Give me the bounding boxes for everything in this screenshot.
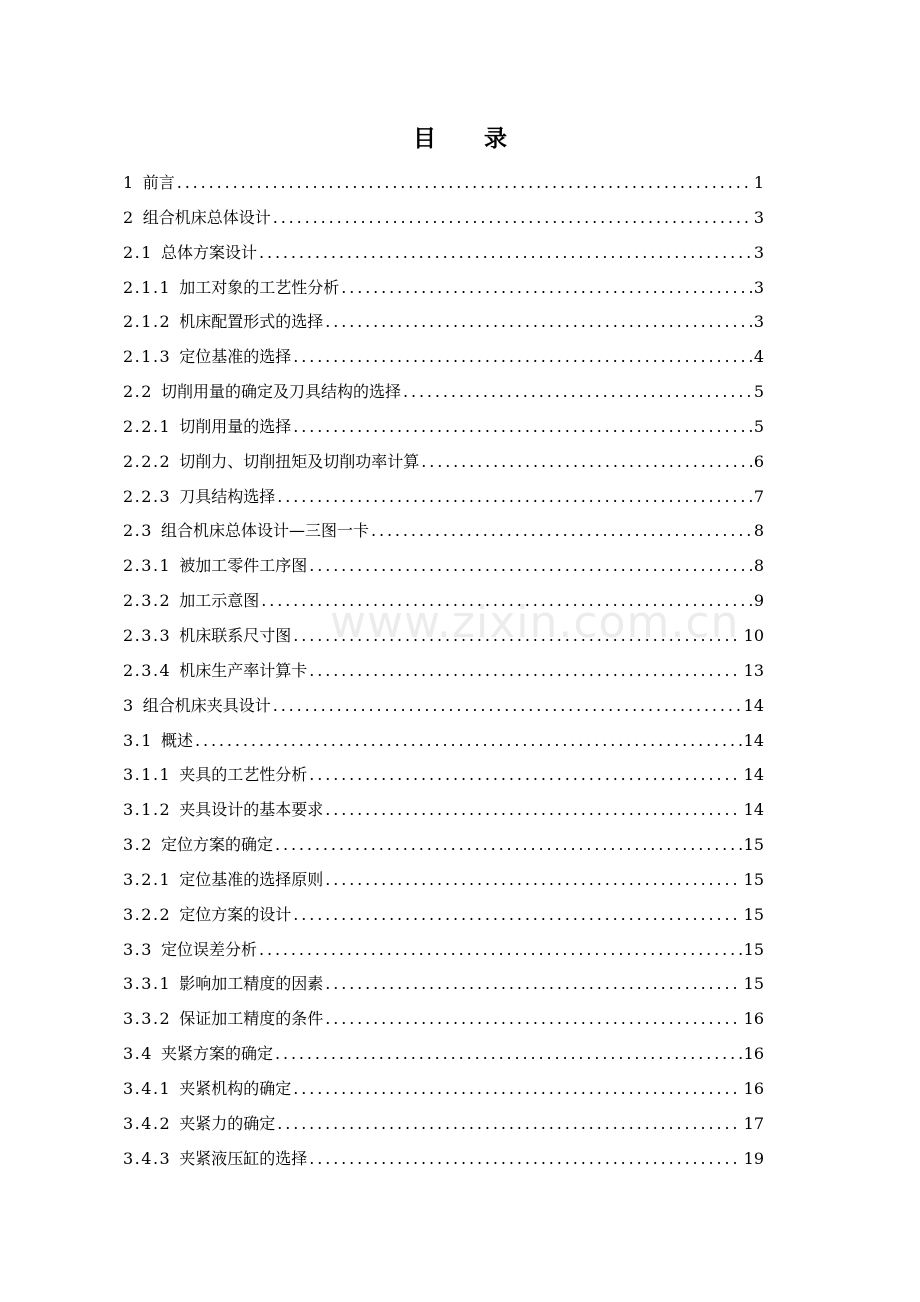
toc-entry-number: 2.3.1 xyxy=(123,556,172,576)
toc-entry-title: 定位基准的选择原则 xyxy=(179,869,324,889)
toc-entry-page: 16 xyxy=(743,1009,764,1029)
toc-entry-page: 17 xyxy=(743,1113,764,1133)
toc-title-char-2: 录 xyxy=(484,126,507,152)
toc-entry-page: 5 xyxy=(753,416,764,436)
toc-entry[interactable] xyxy=(123,166,764,201)
toc-dot-leader xyxy=(403,375,752,410)
toc-entry[interactable] xyxy=(123,1142,764,1177)
toc-entry[interactable] xyxy=(123,758,764,793)
toc-entry-page: 3 xyxy=(753,277,764,297)
toc-entry-title: 被加工零件工序图 xyxy=(179,556,308,576)
toc-dot-leader xyxy=(259,933,742,968)
toc-entry-page: 7 xyxy=(753,486,764,506)
toc-entry[interactable] xyxy=(123,863,764,898)
toc-entry-number: 2.3.3 xyxy=(123,625,172,645)
toc-entry-page: 14 xyxy=(743,695,764,715)
toc-entry-page: 3 xyxy=(753,242,764,262)
toc-dot-leader xyxy=(421,445,752,480)
toc-entry[interactable] xyxy=(123,271,764,306)
toc-entry-number: 3.2.2 xyxy=(123,904,172,924)
toc-entry-title: 机床联系尺寸图 xyxy=(179,625,292,645)
toc-dot-leader xyxy=(259,236,752,271)
toc-entry-title: 定位方案的确定 xyxy=(160,835,273,855)
toc-dot-leader xyxy=(261,584,752,619)
toc-entry-title: 加工对象的工艺性分析 xyxy=(179,277,340,297)
toc-dot-leader xyxy=(275,828,742,863)
toc-entry-title: 刀具结构选择 xyxy=(179,486,276,506)
toc-entry-page: 19 xyxy=(743,1148,764,1168)
toc-dot-leader xyxy=(309,758,741,793)
toc-entry-number: 3.2 xyxy=(123,835,153,855)
toc-entry-title: 加工示意图 xyxy=(179,591,260,611)
toc-entry[interactable] xyxy=(123,340,764,375)
toc-entry-page: 6 xyxy=(753,451,764,471)
toc-entry-number: 2.2.1 xyxy=(123,416,172,436)
toc-entry-title: 夹紧液压缸的选择 xyxy=(179,1148,308,1168)
toc-entry[interactable] xyxy=(123,1072,764,1107)
toc-entry[interactable] xyxy=(123,584,764,619)
toc-entry[interactable] xyxy=(123,619,764,654)
toc-dot-leader xyxy=(341,271,752,306)
toc-entry[interactable] xyxy=(123,375,764,410)
toc-entry[interactable] xyxy=(123,410,764,445)
toc-entry-page: 14 xyxy=(743,765,764,785)
toc-entry-page: 13 xyxy=(743,660,764,680)
toc-entry-title: 切削用量的确定及刀具结构的选择 xyxy=(160,382,401,402)
toc-entry-title: 机床配置形式的选择 xyxy=(179,312,324,332)
toc-entry-number: 3.1.2 xyxy=(123,800,172,820)
toc-entry[interactable] xyxy=(123,514,764,549)
toc-entry-page: 14 xyxy=(743,800,764,820)
toc-entry-title: 夹具设计的基本要求 xyxy=(179,800,324,820)
toc-entry-number: 2.3 xyxy=(123,521,153,541)
toc-dot-leader xyxy=(277,480,752,515)
toc-entry-number: 2.1 xyxy=(123,242,153,262)
toc-dot-leader xyxy=(325,793,741,828)
toc-entry-page: 8 xyxy=(753,556,764,576)
toc-entry-number: 3.4.3 xyxy=(123,1148,172,1168)
toc-entry[interactable] xyxy=(123,1037,764,1072)
toc-dot-leader xyxy=(195,724,742,759)
toc-entry-title: 定位方案的设计 xyxy=(179,904,292,924)
toc-title-char-1: 目 xyxy=(413,126,436,152)
toc-title xyxy=(0,120,920,153)
toc-entry[interactable] xyxy=(123,480,764,515)
toc-entry-title: 夹具的工艺性分析 xyxy=(179,765,308,785)
toc-entry[interactable] xyxy=(123,1107,764,1142)
toc-dot-leader xyxy=(325,967,741,1002)
toc-dot-leader xyxy=(325,863,741,898)
toc-entry-number: 2.1.3 xyxy=(123,347,172,367)
toc-entry-page: 15 xyxy=(743,869,764,889)
toc-entry-title: 切削用量的选择 xyxy=(179,416,292,436)
toc-entry[interactable] xyxy=(123,828,764,863)
toc-entry-title: 前言 xyxy=(142,173,175,192)
toc-entry-title: 保证加工精度的条件 xyxy=(179,1009,324,1029)
toc-entry-title: 组合机床总体设计—三图一卡 xyxy=(160,521,369,541)
toc-entry-title: 影响加工精度的因素 xyxy=(179,974,324,994)
toc-entry-number: 2.2.3 xyxy=(123,486,172,506)
toc-entry[interactable] xyxy=(123,793,764,828)
toc-dot-leader xyxy=(275,1037,742,1072)
toc-entry-title: 总体方案设计 xyxy=(160,242,257,262)
toc-entry-title: 概述 xyxy=(160,730,193,750)
toc-entry-number: 3.4.2 xyxy=(123,1113,172,1133)
toc-entry-number: 2.1.2 xyxy=(123,312,172,332)
toc-entry-title: 夹紧力的确定 xyxy=(179,1113,276,1133)
toc-entry-page: 3 xyxy=(753,312,764,332)
toc-entry[interactable] xyxy=(123,549,764,584)
toc-entry-number: 3.1.1 xyxy=(123,765,172,785)
toc-entry-page: 14 xyxy=(743,730,764,750)
toc-entry-page: 3 xyxy=(753,207,764,227)
toc-entry-page: 9 xyxy=(753,591,764,611)
toc-entry-number: 1 xyxy=(123,173,135,192)
toc-dot-leader xyxy=(371,514,752,549)
toc-entry[interactable] xyxy=(123,933,764,968)
toc-entry-page: 15 xyxy=(743,904,764,924)
toc-entry-number: 2.2 xyxy=(123,382,153,402)
toc-dot-leader xyxy=(325,1002,741,1037)
toc-entry-number: 2.3.2 xyxy=(123,591,172,611)
toc-entry-title: 夹紧方案的确定 xyxy=(160,1044,273,1064)
toc-entry[interactable] xyxy=(123,689,764,724)
toc-entry-title: 定位基准的选择 xyxy=(179,347,292,367)
toc-entry-title: 夹紧机构的确定 xyxy=(179,1078,292,1098)
toc-entry-page: 8 xyxy=(753,521,764,541)
toc-dot-leader xyxy=(177,166,752,201)
toc-dot-leader xyxy=(293,898,741,933)
toc-entry-title: 组合机床总体设计 xyxy=(142,207,271,227)
toc-dot-leader xyxy=(273,201,752,236)
toc-entry-page: 15 xyxy=(743,974,764,994)
toc-list xyxy=(123,166,764,1176)
toc-entry-title: 切削力、切削扭矩及切削功率计算 xyxy=(179,451,420,471)
toc-entry[interactable] xyxy=(123,654,764,689)
toc-entry-number: 3.2.1 xyxy=(123,869,172,889)
toc-entry-number: 2 xyxy=(123,207,135,227)
toc-entry-number: 2.3.4 xyxy=(123,660,172,680)
toc-entry-number: 3 xyxy=(123,695,135,715)
toc-entry-page: 15 xyxy=(743,939,764,959)
toc-entry-number: 3.4 xyxy=(123,1044,153,1064)
toc-entry[interactable] xyxy=(123,305,764,340)
toc-entry[interactable] xyxy=(123,445,764,480)
toc-entry-number: 3.1 xyxy=(123,730,153,750)
toc-entry[interactable] xyxy=(123,236,764,271)
toc-entry[interactable] xyxy=(123,724,764,759)
toc-entry-number: 3.3.2 xyxy=(123,1009,172,1029)
toc-entry-number: 2.2.2 xyxy=(123,451,172,471)
toc-entry[interactable] xyxy=(123,201,764,236)
toc-entry-page: 10 xyxy=(743,625,764,645)
toc-entry-page: 16 xyxy=(743,1044,764,1064)
toc-entry-page: 4 xyxy=(753,347,764,367)
toc-entry[interactable] xyxy=(123,898,764,933)
toc-dot-leader xyxy=(293,1072,741,1107)
toc-dot-leader xyxy=(293,340,752,375)
toc-entry-page: 1 xyxy=(753,173,764,192)
toc-entry[interactable] xyxy=(123,1002,764,1037)
toc-dot-leader xyxy=(309,549,752,584)
toc-dot-leader xyxy=(293,619,741,654)
toc-entry-title: 机床生产率计算卡 xyxy=(179,660,308,680)
toc-dot-leader xyxy=(273,689,742,724)
toc-entry-page: 16 xyxy=(743,1078,764,1098)
toc-entry-number: 3.3 xyxy=(123,939,153,959)
toc-entry-title: 定位误差分析 xyxy=(160,939,257,959)
toc-dot-leader xyxy=(309,1142,741,1177)
toc-dot-leader xyxy=(325,305,752,340)
toc-entry[interactable] xyxy=(123,967,764,1002)
toc-entry-number: 3.4.1 xyxy=(123,1078,172,1098)
toc-entry-page: 5 xyxy=(753,382,764,402)
toc-dot-leader xyxy=(277,1107,741,1142)
toc-entry-page: 15 xyxy=(743,835,764,855)
toc-entry-number: 3.3.1 xyxy=(123,974,172,994)
watermark: www.zixin.com.cn xyxy=(330,597,740,648)
toc-dot-leader xyxy=(309,654,741,689)
toc-dot-leader xyxy=(293,410,752,445)
toc-entry-number: 2.1.1 xyxy=(123,277,172,297)
toc-entry-title: 组合机床夹具设计 xyxy=(142,695,271,715)
